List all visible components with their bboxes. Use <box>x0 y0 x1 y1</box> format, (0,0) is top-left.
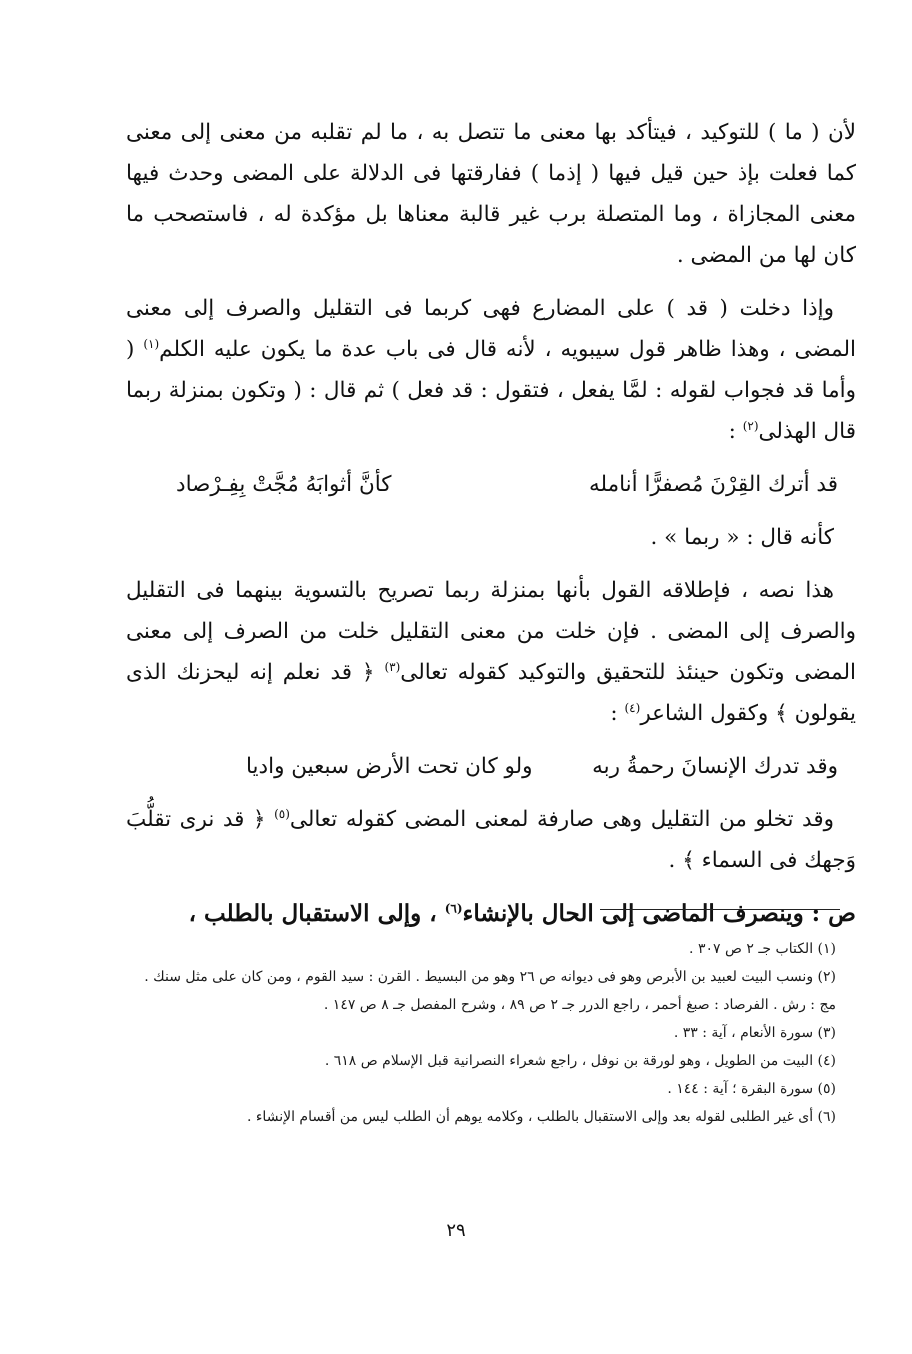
paragraph-5 <box>126 799 856 881</box>
verse-2 <box>126 746 856 787</box>
paragraph-3 <box>126 517 856 558</box>
footnote-1: (١) الكتاب جـ ٢ ص ٣٠٧ . <box>689 941 836 957</box>
paragraph-5-text-a: وقد تخلو من التقليل وهى صارفة لمعنى المضى كقوله تعالى <box>289 807 834 832</box>
paragraph-2-text-c: : <box>728 419 743 444</box>
footnote-ref-4[interactable]: (٤) <box>624 700 641 715</box>
paragraph-5-text-b: ﴿ قد نرى تقلُّبَ وَجهك فى السماء ﴾ . <box>126 807 856 873</box>
footnote-divider <box>600 909 840 910</box>
paragraph-2-text-a: وإذا دخلت ( قد ) على المضارع فهى كربما فى التقليل والصرف إلى معنى المضى ، وهذا ظاهر قول سيبويه ، لأنه قال فى باب عدة ما يكون عليه الكلم <box>126 296 856 362</box>
rule-statement-text-a: ص : وينصرف الماضى إلى الحال بالإنشاء <box>462 900 856 927</box>
footnote-ref-3[interactable]: (٣) <box>384 659 401 674</box>
paragraph-4-text-c: : <box>610 701 625 726</box>
footnote-ref-6[interactable]: (٦) <box>444 901 463 916</box>
paragraph-4-text-b: ﴿ قد نعلم إنه ليحزنك الذى يقولون ﴾ وكقول الشاعر <box>126 660 856 726</box>
paragraph-2 <box>126 288 856 452</box>
verse-2-first-hemistich: وقد تدرك الإنسانَ رحمةُ ربه <box>592 754 838 779</box>
paragraph-2-text-b: ( وأما قد فجواب لقوله : لمَّا يفعل ، فتقول : قد فعل ) ثم قال : ( وتكون بمنزلة ربما قال الهذلى <box>126 337 856 444</box>
verse-1 <box>126 464 856 505</box>
paragraph-1 <box>126 112 856 276</box>
footnotes <box>136 935 842 1131</box>
verse-1-first-hemistich: قد أترك القِرْنَ مُصفرًّا أنامله <box>588 472 838 497</box>
paragraph-4 <box>126 570 856 734</box>
paragraph-1-text: لأن ( ما ) للتوكيد ، فيتأكد بها معنى ما تتصل به ، ما لم تقلبه من معنى إلى معنى كما فعلت بإذ حين قيل فيها ( إذما ) ففارقتها فى الدلالة على المضى وحدث فيها معنى المجازاة ، وما المتصلة برب غير قالبة معناها بل مؤكدة له ، فاستصحب ما كان لها من المضى . <box>126 120 856 268</box>
footnote-3: (٣) سورة الأنعام ، آية : ٣٣ . <box>673 1025 836 1041</box>
footnote-4: (٤) البيت من الطويل ، وهو لورقة بن نوفل ، راجع شعراء النصرانية قبل الإسلام ص ٦١٨ . <box>324 1053 836 1069</box>
footnote-ref-5[interactable]: (٥) <box>274 806 290 821</box>
rule-statement <box>126 893 856 934</box>
footnote-2: (٢) ونسب البيت لعبيد بن الأبرص وهو فى ديوانه ص ٢٦ وهو من البسيط . القرن : سيد القوم ، ومن كان على مثل سنك . مج : رش . الفرصاد : صبغ أحمر ، راجع الدرر جـ ٢ ص ٨٩ ، وشرح المفصل جـ ٨ ص ١٤٧ . <box>144 969 836 1013</box>
main-text <box>126 112 856 946</box>
rule-statement-text-b: ، وإلى الاستقبال بالطلب ، <box>188 900 445 927</box>
verse-1-second-hemistich: كأنَّ أثوابَهُ مُجَّتْ بِفِـرْصاد <box>176 472 392 497</box>
verse-2-second-hemistich: ولو كان تحت الأرض سبعين واديا <box>246 754 533 779</box>
footnote-5: (٥) سورة البقرة ؛ آية : ١٤٤ . <box>667 1081 836 1097</box>
page-number: ٢٩ <box>446 1220 466 1241</box>
footnote-6: (٦) أى غير الطلبى لقوله بعد وإلى الاستقبال بالطلب ، وكلامه يوهم أن الطلب ليس من أقسام الإنشاء . <box>246 1109 836 1125</box>
paragraph-4-text-a: هذا نصه ، فإطلاقه القول بأنها بمنزلة ربما تصريح بالتسوية بينهما فى التقليل والصرف إلى المضى . فإن خلت من معنى التقليل خلت من الصرف إلى معنى المضى وتكون حينئذ للتحقيق والتوكيد كقوله تعالى <box>126 578 856 685</box>
paragraph-3-text: كأنه قال : « ربما » . <box>650 525 834 550</box>
footnote-ref-2[interactable]: (٢) <box>742 418 759 433</box>
footnote-ref-1[interactable]: (١) <box>143 336 160 351</box>
